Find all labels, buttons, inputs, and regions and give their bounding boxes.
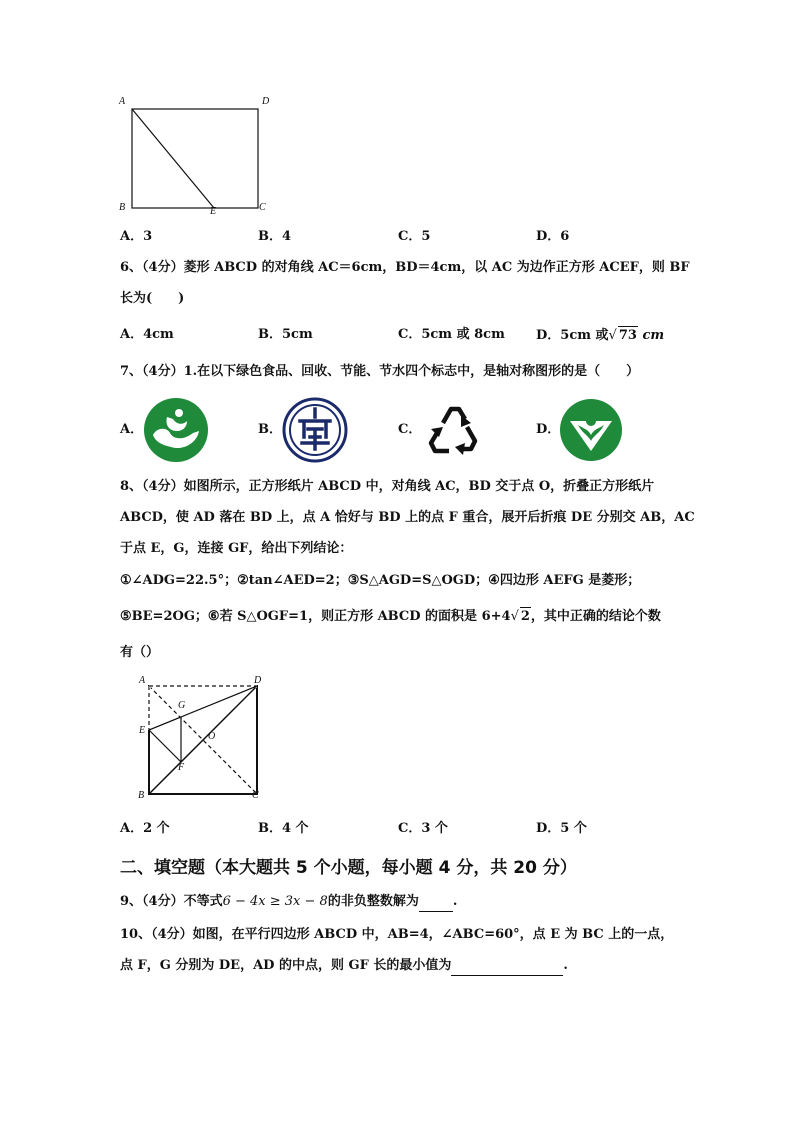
energy-saving-icon <box>558 397 624 463</box>
q5-option-b: B．4 <box>258 229 292 244</box>
q8-line5-radicand: 2 <box>520 609 530 624</box>
q9-answer-blank <box>419 893 453 912</box>
q7-option-b: B． <box>258 422 282 437</box>
q5-option-a: A．3 <box>120 229 153 244</box>
q9-inequality: 6 − 4x ≥ 3x − 8 <box>222 894 328 909</box>
q9-stem <box>120 893 457 912</box>
fig-label-e: E <box>210 206 217 217</box>
q9-end: . <box>452 894 458 909</box>
q5-option-d: D．6 <box>536 229 570 244</box>
q8-label-a: A <box>139 675 146 686</box>
q10-stem-line1: 10、（4分）如图，在平行四边形 ABCD 中，AB=4，∠ABC=60°，点 E 为 BC 上的一点， <box>120 927 674 942</box>
q9-suffix: 的非负整数解为 <box>327 894 419 909</box>
q10-answer-blank <box>451 957 563 976</box>
q6-option-b: B．5cm <box>258 327 313 342</box>
q6-option-a: A．4cm <box>120 327 174 342</box>
q8-option-a: A．2 个 <box>120 821 170 836</box>
q5-option-c: C．5 <box>398 229 431 244</box>
q6-option-d-prefix: D．5cm 或 <box>536 328 609 343</box>
fig-label-d: D <box>262 96 270 107</box>
water-saving-icon <box>282 397 348 463</box>
q6-stem-line1: 6、（4分）菱形 ABCD 的对角线 AC＝6cm，BD＝4cm，以 AC 为边作正方形 ACEF，则 BF <box>120 260 690 275</box>
q6-option-c: C．5cm 或 8cm <box>398 327 505 342</box>
q8-label-g: G <box>178 700 186 711</box>
q7-option-c: C． <box>398 422 422 437</box>
fig-label-a: A <box>119 96 126 107</box>
q8-stem-line3: 于点 E，G，连接 GF，给出下列结论： <box>120 541 353 556</box>
q5-rectangle-figure <box>118 95 278 220</box>
section-heading-fill-in: 二、填空题（本大题共 5 个小题，每小题 4 分，共 20 分） <box>120 858 577 878</box>
q6-option-d-unit: cm <box>642 328 665 343</box>
q8-line5-prefix: ⑤BE=2OG；⑥若 S△OGF=1，则正方形 ABCD 的面积是 6+4 <box>120 609 511 624</box>
q10-stem-line2 <box>120 957 568 976</box>
fig-label-b: B <box>119 202 126 213</box>
q10-end: . <box>563 958 568 973</box>
q8-stem-line5: ⑤BE=2OG；⑥若 S△OGF=1，则正方形 ABCD 的面积是 6+4√ 2，其中正确的结论个数 <box>120 609 661 624</box>
q8-label-d: D <box>254 675 262 686</box>
q6-option-d: D．5cm 或√ 73 cm <box>536 328 665 343</box>
q8-stem-line2: ABCD，使 AD 落在 BD 上，点 A 恰好与 BD 上的点 F 重合，展开后折痕 DE 分别交 AB，AC <box>120 510 695 525</box>
q10-line2-text: 点 F，G 分别为 DE，AD 的中点，则 GF 长的最小值为 <box>120 958 452 973</box>
q8-label-c: C <box>252 790 259 801</box>
q6-option-d-radicand: 73 <box>618 328 637 343</box>
q7-option-a: A． <box>120 422 144 437</box>
q8-stem-line1: 8、（4分）如图所示，正方形纸片 ABCD 中，对角线 AC，BD 交于点 O，折叠正方形纸片 <box>120 479 655 494</box>
q8-label-o: O <box>208 731 216 742</box>
q8-label-f: F <box>178 762 185 773</box>
recycle-icon <box>421 397 487 463</box>
q8-label-e: E <box>139 725 146 736</box>
q7-option-d: D． <box>536 422 561 437</box>
q8-option-d: D．5 个 <box>536 821 587 836</box>
q8-label-b: B <box>138 790 145 801</box>
q9-prefix: 9、（4分）不等式 <box>120 894 223 909</box>
q6-stem-line2: 长为( ) <box>120 291 185 306</box>
q8-option-c: C．3 个 <box>398 821 448 836</box>
q8-stem-line4: ①∠ADG=22.5°；②tan∠AED=2；③S△AGD=S△OGD；④四边形 AEFG 是菱形； <box>120 573 641 588</box>
q8-option-b: B．4 个 <box>258 821 309 836</box>
q8-line5-suffix: ，其中正确的结论个数 <box>530 609 661 624</box>
fig-label-c: C <box>259 202 266 213</box>
green-food-icon <box>143 397 209 463</box>
q8-stem-line6: 有（） <box>120 645 160 660</box>
q8-square-figure <box>140 676 265 806</box>
q7-stem: 7、（4分）1.在以下绿色食品、回收、节能、节水四个标志中，是轴对称图形的是（ ） <box>120 364 640 379</box>
